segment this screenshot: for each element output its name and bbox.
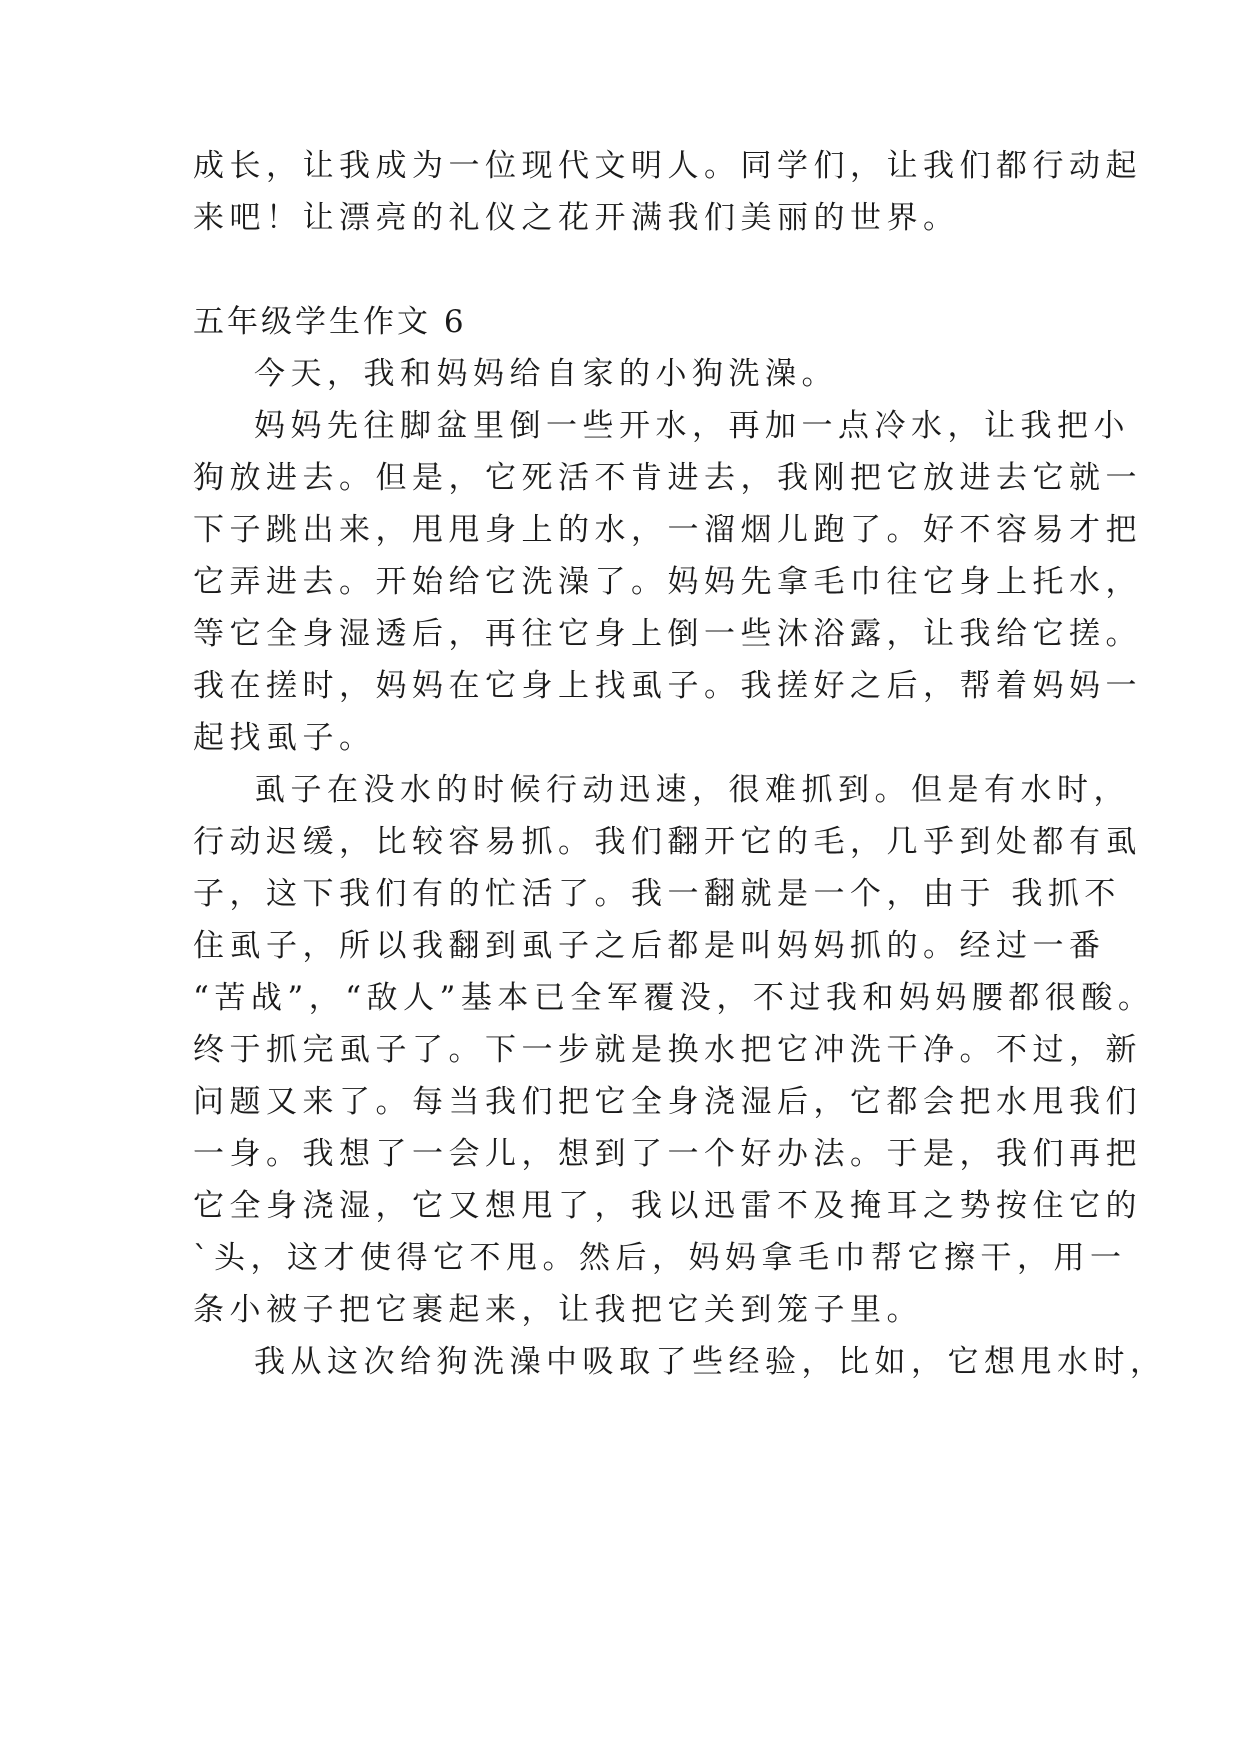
text-line: 来吧！让漂亮的礼仪之花开满我们美丽的世界。 bbox=[193, 200, 960, 236]
text-line: 我从这次给狗洗澡中吸取了些经验，比如，它想甩水时， bbox=[254, 1344, 1167, 1380]
text-line: 住虱子，所以我翻到虱子之后都是叫妈妈抓的。经过一番 bbox=[193, 928, 1106, 964]
text-line: 妈妈先往脚盆里倒一些开水，再加一点冷水，让我把小 bbox=[254, 408, 1130, 444]
essay-title: 五年级学生作文 6 bbox=[193, 304, 467, 340]
text-line: 子，这下我们有的忙活了。我一翻就是一个，由于 我抓不 bbox=[193, 876, 1121, 912]
text-line: 行动迟缓，比较容易抓。我们翻开它的毛，几乎到处都有虱 bbox=[193, 824, 1142, 860]
text-line: 条小被子把它裹起来，让我把它关到笼子里。 bbox=[193, 1292, 923, 1328]
text-line: 下子跳出来，甩甩身上的水，一溜烟儿跑了。好不容易才把 bbox=[193, 512, 1142, 548]
text-line: 今天，我和妈妈给自家的小狗洗澡。 bbox=[254, 356, 838, 392]
text-line: “苦战”，“敌人”基本已全军覆没，不过我和妈妈腰都很酸。 bbox=[193, 980, 1155, 1016]
text-line: 它弄进去。开始给它洗澡了。妈妈先拿毛巾往它身上托水， bbox=[193, 564, 1142, 600]
text-line: 成长，让我成为一位现代文明人。同学们，让我们都行动起 bbox=[193, 148, 1142, 184]
text-line: 终于抓完虱子了。下一步就是换水把它冲洗干净。不过，新 bbox=[193, 1032, 1142, 1068]
text-line: 等它全身湿透后，再往它身上倒一些沐浴露，让我给它搓。 bbox=[193, 616, 1142, 652]
text-line: 狗放进去。但是，它死活不肯进去，我刚把它放进去它就一 bbox=[193, 460, 1142, 496]
text-line: 它全身浇湿，它又想甩了，我以迅雷不及掩耳之势按住它的 bbox=[193, 1188, 1142, 1224]
text-line: 我在搓时，妈妈在它身上找虱子。我搓好之后，帮着妈妈一 bbox=[193, 668, 1142, 704]
text-line: 虱子在没水的时候行动迅速，很难抓到。但是有水时， bbox=[254, 772, 1130, 808]
text-line: 起找虱子。 bbox=[193, 720, 376, 756]
text-line: `头，这才使得它不甩。然后，妈妈拿毛巾帮它擦干，用一 bbox=[193, 1240, 1127, 1276]
text-line: 一身。我想了一会儿，想到了一个好办法。于是，我们再把 bbox=[193, 1136, 1142, 1172]
text-line: 问题又来了。每当我们把它全身浇湿后，它都会把水甩我们 bbox=[193, 1084, 1142, 1120]
